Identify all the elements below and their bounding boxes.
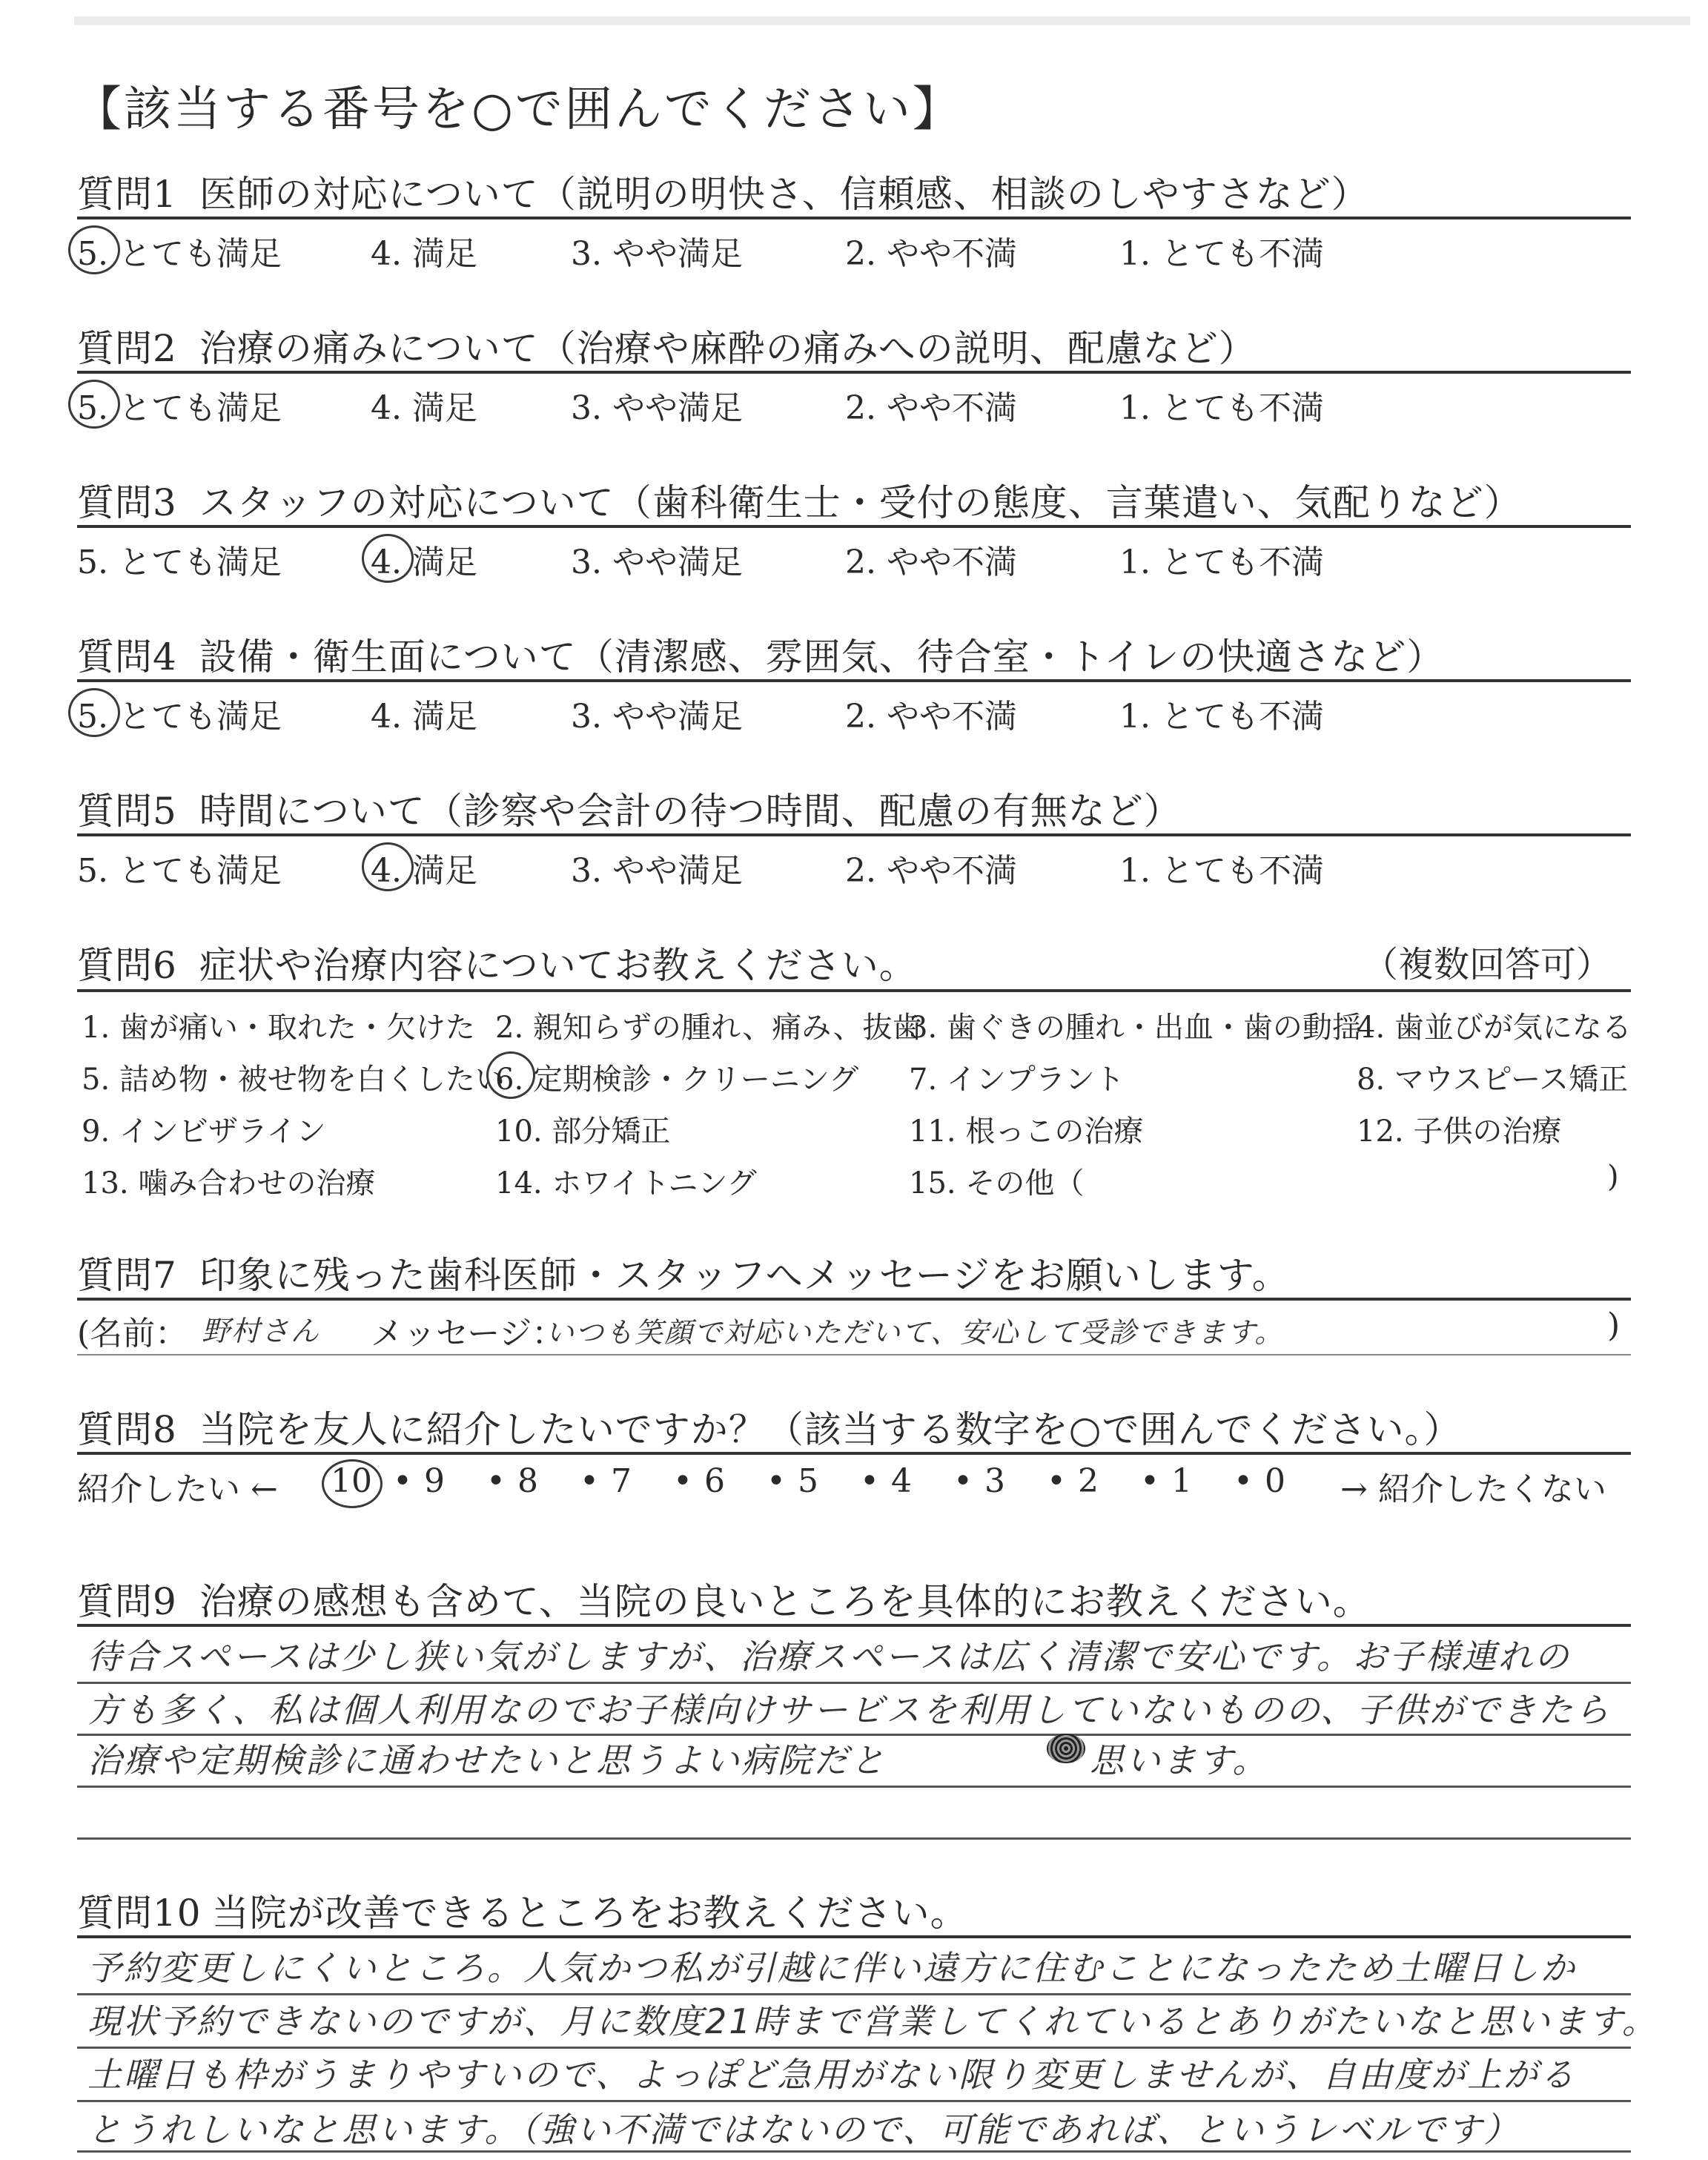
q6-item-5[interactable]: 5. 詰め物・被せ物を白くしたい (82, 1063, 505, 1097)
q7-message-label: メッセージ： (371, 1315, 565, 1353)
q6-item-11[interactable]: 11. 根っこの治療 (909, 1114, 1144, 1149)
q3-option-2[interactable]: 2. やや不満 (845, 544, 1017, 581)
q5-option-2[interactable]: 2. やや不満 (845, 852, 1017, 890)
q3-option-5[interactable]: 5. とても満足 (77, 544, 282, 581)
q6-item-16: ) (1607, 1160, 1619, 1194)
q4-option-3[interactable]: 3. やや満足 (571, 698, 743, 736)
q1-title: 質問1 医師の対応について（説明の明快さ、信頼感、相談のしやすさなど） (77, 173, 1369, 216)
scale-separator: • (486, 1462, 506, 1500)
scale-separator: • (393, 1462, 412, 1500)
q4-option-5[interactable]: 5. とても満足 (77, 698, 282, 736)
q9-rule-4 (77, 1786, 1631, 1788)
q6-multiple-note: （複数回答可） (1363, 944, 1612, 985)
q8-scale-2[interactable]: 2 (1078, 1462, 1099, 1500)
q1-rule (77, 217, 1631, 219)
q1-option-4[interactable]: 4. 満足 (371, 235, 477, 273)
q6-item-9[interactable]: 9. インビザライン (82, 1114, 326, 1149)
q9-rule-5 (77, 1837, 1631, 1840)
q3-option-3[interactable]: 3. やや満足 (571, 544, 743, 581)
q6-item-2[interactable]: 2. 親知らずの腫れ、痛み、抜歯 (495, 1011, 922, 1045)
q6-item-3[interactable]: 3. 歯ぐきの腫れ・出血・歯の動揺 (909, 1011, 1362, 1045)
scale-separator: • (1047, 1462, 1066, 1500)
q9-line-3[interactable]: 治療や定期検診に通わせたいと思うよい病院だと (87, 1740, 887, 1780)
q1-option-5[interactable]: 5. とても満足 (77, 235, 282, 273)
q6-title: 質問6 症状や治療内容についてお教えください。 (77, 944, 917, 987)
q2-option-2[interactable]: 2. やや不満 (845, 389, 1017, 427)
q10-line-3[interactable]: 土曜日も枠がうまりやすいので、よっぽど急用がない限り変更しませんが、自由度が上がる (87, 2055, 1577, 2095)
page-title: 【該当する番号を○で囲んでください】 (74, 82, 962, 137)
q4-option-1[interactable]: 1. とても不満 (1119, 698, 1324, 736)
q4-option-2[interactable]: 2. やや不満 (845, 698, 1017, 736)
scale-separator: • (580, 1462, 599, 1500)
q7-message-value[interactable]: いつも笑顔で対応いただいて、安心して受診できます。 (546, 1316, 1285, 1349)
q6-rule (77, 989, 1631, 992)
q5-rule (77, 833, 1631, 836)
q6-item-8[interactable]: 8. マウスピース矯正 (1357, 1063, 1629, 1097)
q6-item-1[interactable]: 1. 歯が痛い・取れた・欠けた (82, 1011, 475, 1045)
q6-item-12[interactable]: 12. 子供の治療 (1357, 1114, 1562, 1149)
scale-separator: • (860, 1462, 879, 1500)
q8-scale-1[interactable]: 1 (1171, 1462, 1192, 1500)
q8-scale-4[interactable]: 4 (891, 1462, 912, 1500)
q8-scale-6[interactable]: 6 (704, 1462, 725, 1500)
q8-scale-0[interactable]: 0 (1265, 1462, 1285, 1500)
q8-scale-3[interactable]: 3 (984, 1462, 1005, 1500)
q9-title: 質問9 治療の感想も含めて、当院の良いところを具体的にお教えください。 (77, 1580, 1371, 1623)
q7-bottom-rule (77, 1354, 1631, 1355)
q5-option-3[interactable]: 3. やや満足 (571, 852, 743, 890)
q7-name-value[interactable]: 野村さん (202, 1315, 321, 1347)
q2-title: 質問2 治療の痛みについて（治療や麻酔の痛みへの説明、配慮など） (77, 327, 1257, 370)
q4-rule (77, 679, 1631, 682)
q10-rule (77, 1935, 1631, 1938)
q5-option-1[interactable]: 1. とても不満 (1119, 852, 1324, 890)
q10-title: 質問10 当院が改善できるところをお教えください。 (77, 1892, 968, 1935)
selection-circle (486, 1051, 535, 1099)
q8-title: 質問8 当院を友人に紹介したいですか？（該当する数字を○で囲んでください。） (77, 1408, 1462, 1451)
q9-rule (77, 1624, 1631, 1627)
q2-option-5[interactable]: 5. とても満足 (77, 389, 282, 427)
q10-line-2[interactable]: 現状予約できないのですが、月に数度21時まで営業してくれているとありがたいなと思います。 (87, 2001, 1658, 2041)
q8-scale-7[interactable]: 7 (611, 1462, 632, 1500)
q10-line-1[interactable]: 予約変更しにくいところ。人気かつ私が引越に伴い遠方に住むことになったため土曜日しか (87, 1948, 1577, 1988)
selection-circle (322, 1459, 383, 1508)
q6-item-13[interactable]: 13. 噛み合わせの治療 (82, 1166, 376, 1200)
selection-circle (362, 534, 414, 583)
scale-separator: • (1140, 1462, 1159, 1500)
q8-scale-9[interactable]: 9 (424, 1462, 445, 1500)
scribble-mark (1047, 1734, 1085, 1763)
q6-item-15[interactable]: 15. その他（ (909, 1166, 1085, 1200)
q8-scale-5[interactable]: 5 (798, 1462, 818, 1500)
scale-separator: • (1234, 1462, 1253, 1500)
q2-rule (77, 371, 1631, 374)
q9-line-1[interactable]: 待合スペースは少し狭い気がしますが、治療スペースは広く清潔で安心です。お子様連れの (87, 1636, 1571, 1677)
selection-circle (68, 688, 120, 737)
q10-rule-5 (77, 2150, 1631, 2153)
q8-scale-8[interactable]: 8 (517, 1462, 538, 1500)
q5-option-5[interactable]: 5. とても満足 (77, 852, 282, 890)
q8-rule (77, 1452, 1631, 1455)
q8-left-label: 紹介したい ← (77, 1470, 278, 1508)
q4-title: 質問4 設備・衛生面について（清潔感、雰囲気、待合室・トイレの快適さなど） (77, 635, 1445, 678)
q7-title: 質問7 印象に残った歯科医師・スタッフへメッセージをお願いします。 (77, 1254, 1290, 1297)
q2-option-1[interactable]: 1. とても不満 (1119, 389, 1324, 427)
q1-option-1[interactable]: 1. とても不満 (1119, 235, 1324, 273)
q6-item-6[interactable]: 6. 定期検診・クリーニング (495, 1063, 859, 1097)
scale-separator: • (767, 1462, 786, 1500)
q3-option-1[interactable]: 1. とても不満 (1119, 544, 1324, 581)
selection-circle (362, 842, 414, 891)
scale-separator: • (673, 1462, 692, 1500)
q8-right-label: → 紹介したくない (1340, 1470, 1606, 1508)
q4-option-4[interactable]: 4. 満足 (371, 698, 477, 736)
q7-rule (77, 1298, 1631, 1301)
scan-top-edge (74, 16, 1690, 25)
q2-option-4[interactable]: 4. 満足 (371, 389, 477, 427)
selection-circle (68, 225, 120, 274)
q9-line-3b[interactable]: 思います。 (1090, 1740, 1269, 1780)
q6-item-10[interactable]: 10. 部分矯正 (495, 1114, 671, 1149)
q6-item-14[interactable]: 14. ホワイトニング (495, 1166, 757, 1200)
q6-item-4[interactable]: 4. 歯並びが気になる (1357, 1011, 1632, 1045)
q5-option-4[interactable]: 4. 満足 (371, 852, 477, 890)
q2-option-3[interactable]: 3. やや満足 (571, 389, 743, 427)
q10-line-4[interactable]: とうれしいなと思います。（強い不満ではないので、可能であれば、というレベルです） (87, 2110, 1520, 2150)
selection-circle (68, 380, 120, 429)
q7-close-paren: ) (1607, 1307, 1621, 1344)
q3-option-4[interactable]: 4. 満足 (371, 544, 477, 581)
scale-separator: • (953, 1462, 973, 1500)
q3-title: 質問3 スタッフの対応について（歯科衛生士・受付の態度、言葉遣い、気配りなど） (77, 481, 1522, 524)
q5-title: 質問5 時間について（診察や会計の待つ時間、配慮の有無など） (77, 790, 1182, 833)
q3-rule (77, 525, 1631, 528)
q9-line-2[interactable]: 方も多く、私は個人利用なのでお子様向けサービスを利用していないものの、子供ができたら (87, 1690, 1612, 1730)
q7-name-label: (名前： (77, 1315, 188, 1353)
q10-rule-4 (77, 2100, 1631, 2102)
q1-option-2[interactable]: 2. やや不満 (845, 235, 1017, 273)
q6-item-7[interactable]: 7. インプラント (909, 1063, 1125, 1097)
q8-scale-10[interactable]: 10 (331, 1462, 372, 1500)
q1-option-3[interactable]: 3. やや満足 (571, 235, 743, 273)
